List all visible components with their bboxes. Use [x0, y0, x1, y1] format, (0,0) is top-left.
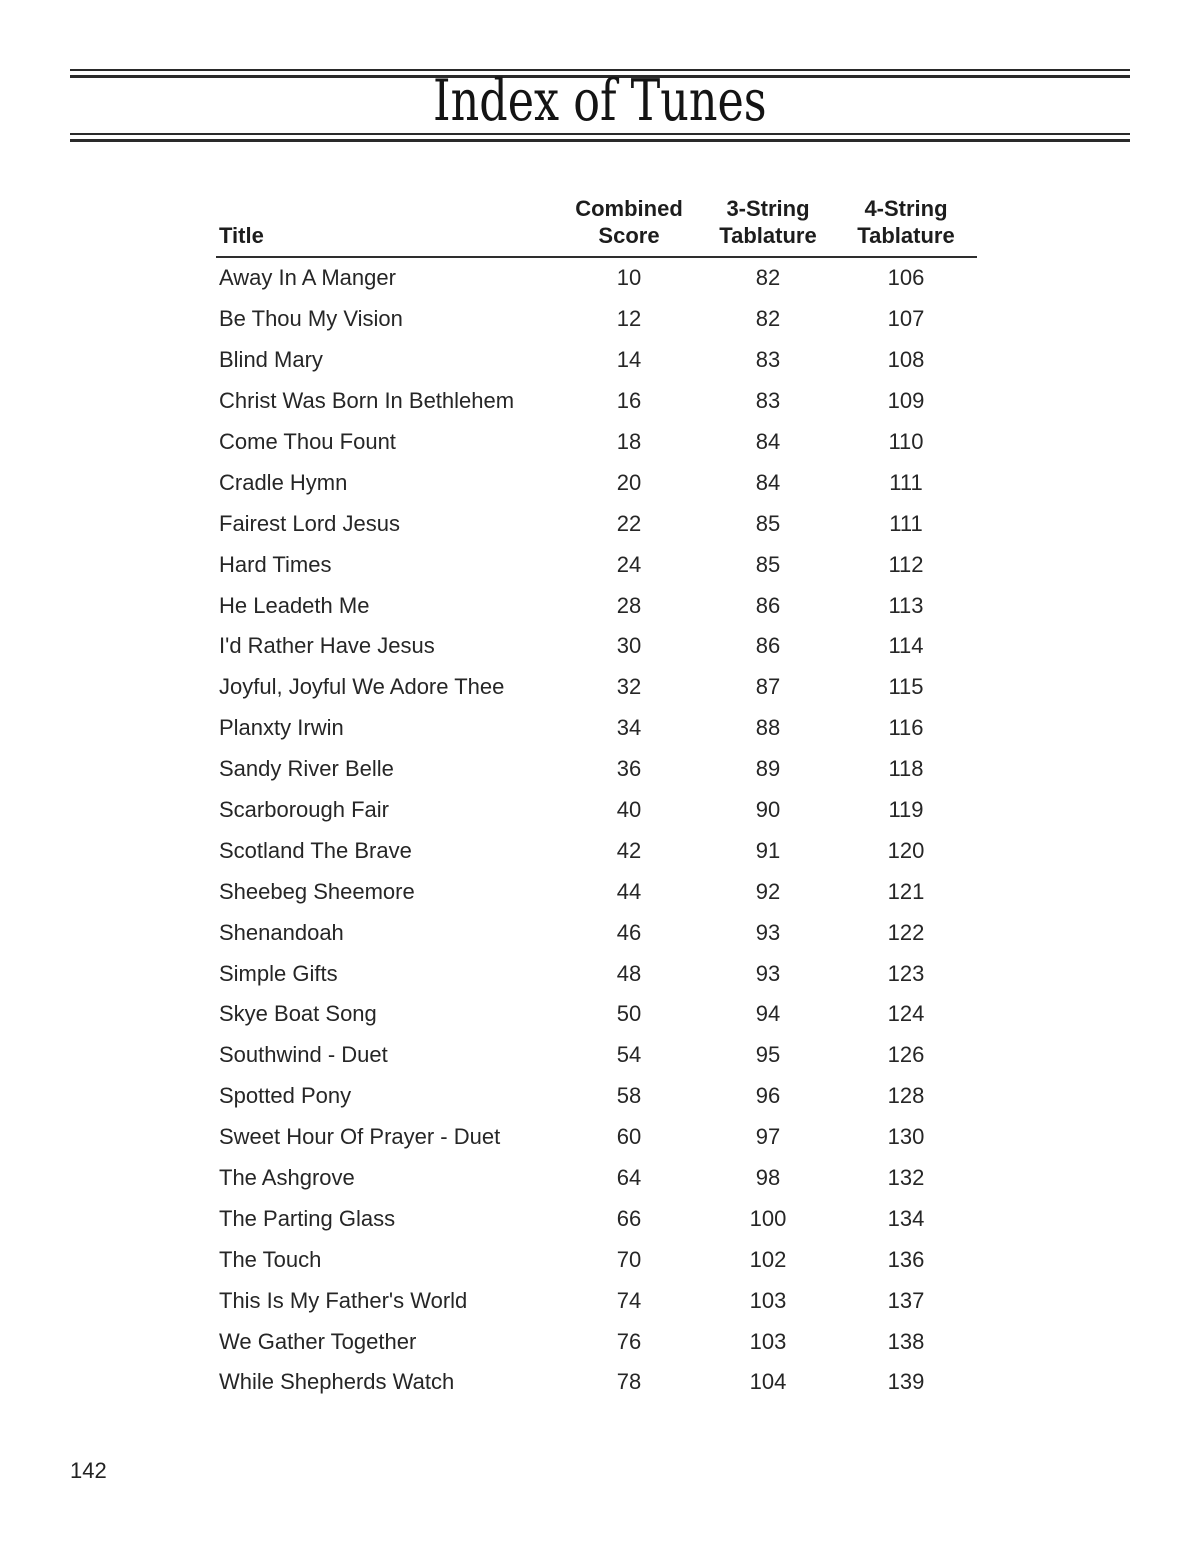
cell-3string-page: 102 [749, 1246, 787, 1272]
cell-combined-score: 12 [616, 306, 642, 332]
cell-3string-page: 86 [755, 633, 781, 659]
cell-combined-score: 64 [616, 1165, 642, 1191]
tunes-table-body [216, 257, 977, 1403]
cell-combined-score: 66 [616, 1205, 642, 1231]
cell-combined-score: 14 [616, 347, 642, 373]
header-combined-line1: Combined [575, 196, 683, 221]
header-4string-line1: 4-String [864, 196, 948, 221]
cell-combined-score: 30 [616, 633, 642, 659]
cell-combined-score: 58 [616, 1083, 642, 1109]
cell-3string-page: 88 [755, 715, 781, 741]
page-title-text: Index of Tunes [433, 68, 767, 134]
table-row [216, 1117, 977, 1158]
table-row [216, 708, 977, 749]
header-row [216, 195, 977, 257]
header-3string-line2: Tablature [719, 223, 817, 248]
cell-title: Planxty Irwin [219, 715, 344, 741]
cell-4string-page: 113 [888, 592, 924, 618]
cell-3string-page: 85 [755, 510, 781, 536]
cell-combined-score: 20 [616, 469, 642, 495]
cell-4string-page: 124 [887, 1001, 925, 1027]
cell-3string-page: 94 [755, 1001, 781, 1027]
table-row [216, 422, 977, 463]
cell-combined-score: 28 [616, 592, 642, 618]
cell-4string-page: 128 [887, 1083, 925, 1109]
cell-3string-page: 93 [755, 919, 781, 945]
cell-3string-page: 104 [749, 1369, 787, 1395]
header-4string-tablature [835, 195, 977, 257]
cell-combined-score: 22 [616, 510, 642, 536]
cell-title: Joyful, Joyful We Adore Thee [219, 674, 505, 700]
cell-combined-score: 32 [616, 674, 642, 700]
cell-4string-page: 111 [889, 510, 923, 536]
cell-combined-score: 44 [616, 878, 642, 904]
cell-title: Christ Was Born In Bethlehem [219, 388, 515, 414]
cell-title: The Parting Glass [219, 1205, 396, 1231]
cell-3string-page: 84 [755, 429, 781, 454]
cell-combined-score: 60 [616, 1124, 642, 1150]
cell-title: This Is My Father's World [219, 1287, 468, 1313]
cell-3string-page: 91 [755, 837, 781, 863]
cell-4string-page: 136 [887, 1246, 925, 1272]
cell-3string-page: 87 [755, 674, 781, 700]
cell-title: Blind Mary [219, 347, 323, 373]
cell-3string-page: 98 [755, 1165, 781, 1191]
cell-title: Cradle Hymn [219, 469, 348, 495]
cell-3string-page: 89 [755, 756, 781, 782]
table-row [216, 544, 977, 585]
header-4string-line2: Tablature [857, 223, 955, 248]
table-row [216, 749, 977, 790]
table-row [216, 912, 977, 953]
cell-title: Come Thou Fount [219, 429, 396, 454]
cell-4string-page: 121 [887, 878, 925, 904]
cell-combined-score: 48 [616, 960, 642, 986]
cell-4string-page: 139 [887, 1369, 925, 1395]
cell-title: Spotted Pony [219, 1083, 352, 1109]
table-row [216, 1362, 977, 1403]
table-row [216, 790, 977, 831]
cell-3string-page: 96 [755, 1083, 781, 1109]
cell-4string-page: 130 [887, 1124, 925, 1150]
cell-title: Sweet Hour Of Prayer - Duet [219, 1124, 501, 1150]
cell-title: He Leadeth Me [219, 592, 370, 618]
cell-4string-page: 108 [887, 347, 925, 373]
cell-combined-score: 54 [616, 1042, 642, 1068]
cell-title: I'd Rather Have Jesus [219, 633, 435, 659]
table-row [216, 1198, 977, 1239]
cell-combined-score: 46 [616, 919, 642, 945]
cell-3string-page: 103 [749, 1287, 787, 1313]
cell-3string-page: 92 [755, 878, 781, 904]
cell-4string-page: 120 [887, 837, 925, 863]
cell-3string-page: 97 [755, 1124, 781, 1150]
cell-title: Scarborough Fair [219, 797, 389, 823]
cell-4string-page: 134 [887, 1205, 925, 1231]
cell-4string-page: 118 [888, 756, 924, 782]
cell-combined-score: 42 [616, 837, 642, 863]
table-row [216, 462, 977, 503]
cell-combined-score: 74 [616, 1287, 642, 1313]
cell-3string-page: 100 [749, 1205, 787, 1231]
cell-3string-page: 85 [755, 551, 781, 577]
header-combined-score [557, 195, 701, 257]
table-row [216, 1035, 977, 1076]
table-row [216, 1239, 977, 1280]
header-title-label: Title [219, 223, 264, 248]
cell-4string-page: 114 [888, 633, 924, 659]
cell-title: The Ashgrove [219, 1165, 355, 1191]
title-bottom-double-rule [70, 133, 1130, 142]
cell-4string-page: 111 [889, 469, 923, 495]
table-row [216, 1158, 977, 1199]
cell-combined-score: 78 [616, 1369, 642, 1395]
header-combined-line2: Score [598, 223, 660, 248]
cell-4string-page: 109 [887, 388, 925, 414]
cell-title: Shenandoah [219, 919, 344, 945]
cell-3string-page: 95 [755, 1042, 781, 1068]
cell-4string-page: 132 [887, 1165, 925, 1191]
cell-4string-page: 138 [887, 1328, 925, 1354]
cell-combined-score: 34 [616, 715, 642, 741]
cell-4string-page: 115 [888, 674, 924, 700]
cell-title: Sheebeg Sheemore [219, 878, 415, 904]
table-row [216, 994, 977, 1035]
cell-4string-page: 137 [887, 1287, 925, 1313]
tunes-index-table [216, 195, 977, 1403]
cell-title: Be Thou My Vision [219, 306, 403, 332]
cell-4string-page: 116 [888, 715, 924, 741]
cell-title: Scotland The Brave [219, 837, 412, 863]
cell-combined-score: 40 [616, 797, 642, 823]
cell-4string-page: 110 [888, 429, 924, 454]
cell-4string-page: 112 [888, 551, 924, 577]
cell-title: Sandy River Belle [219, 756, 394, 782]
cell-3string-page: 83 [755, 347, 781, 373]
table-row [216, 626, 977, 667]
cell-3string-page: 103 [749, 1328, 787, 1354]
cell-3string-page: 83 [755, 388, 781, 414]
cell-title: Fairest Lord Jesus [219, 510, 400, 536]
page-number: 142 [70, 1458, 107, 1483]
table-row [216, 257, 977, 299]
cell-4string-page: 126 [887, 1042, 925, 1068]
cell-title: Skye Boat Song [219, 1001, 377, 1027]
header-3string-line1: 3-String [726, 196, 810, 221]
table-row [216, 953, 977, 994]
cell-4string-page: 119 [888, 797, 924, 823]
cell-title: The Touch [219, 1246, 322, 1272]
cell-combined-score: 18 [616, 429, 642, 454]
cell-title: We Gather Together [219, 1328, 417, 1354]
table-row [216, 299, 977, 340]
page-title [0, 68, 1200, 134]
cell-3string-page: 86 [755, 592, 781, 618]
cell-title: While Shepherds Watch [219, 1369, 455, 1395]
cell-combined-score: 36 [616, 756, 642, 782]
table-row [216, 1321, 977, 1362]
table-row [216, 667, 977, 708]
cell-4string-page: 107 [887, 306, 925, 332]
cell-title: Away In A Manger [219, 265, 396, 291]
cell-combined-score: 24 [616, 551, 642, 577]
table-row [216, 585, 977, 626]
cell-3string-page: 90 [755, 797, 781, 823]
cell-4string-page: 106 [887, 265, 925, 291]
header-title [216, 195, 557, 257]
table-row [216, 1076, 977, 1117]
cell-3string-page: 82 [755, 265, 781, 291]
cell-title: Hard Times [219, 551, 332, 577]
cell-title: Simple Gifts [219, 960, 338, 986]
cell-3string-page: 82 [755, 306, 781, 332]
cell-combined-score: 50 [616, 1001, 642, 1027]
table-row [216, 830, 977, 871]
table-row [216, 381, 977, 422]
table-row [216, 871, 977, 912]
cell-4string-page: 123 [887, 960, 925, 986]
cell-combined-score: 70 [616, 1246, 642, 1272]
cell-3string-page: 93 [755, 960, 781, 986]
cell-combined-score: 10 [616, 265, 642, 291]
table-row [216, 1280, 977, 1321]
cell-4string-page: 122 [887, 919, 925, 945]
cell-3string-page: 84 [755, 469, 781, 495]
cell-combined-score: 76 [616, 1328, 642, 1354]
cell-combined-score: 16 [616, 388, 642, 414]
table-row [216, 340, 977, 381]
cell-title: Southwind - Duet [219, 1042, 388, 1068]
table-row [216, 503, 977, 544]
header-3string-tablature [701, 195, 835, 257]
